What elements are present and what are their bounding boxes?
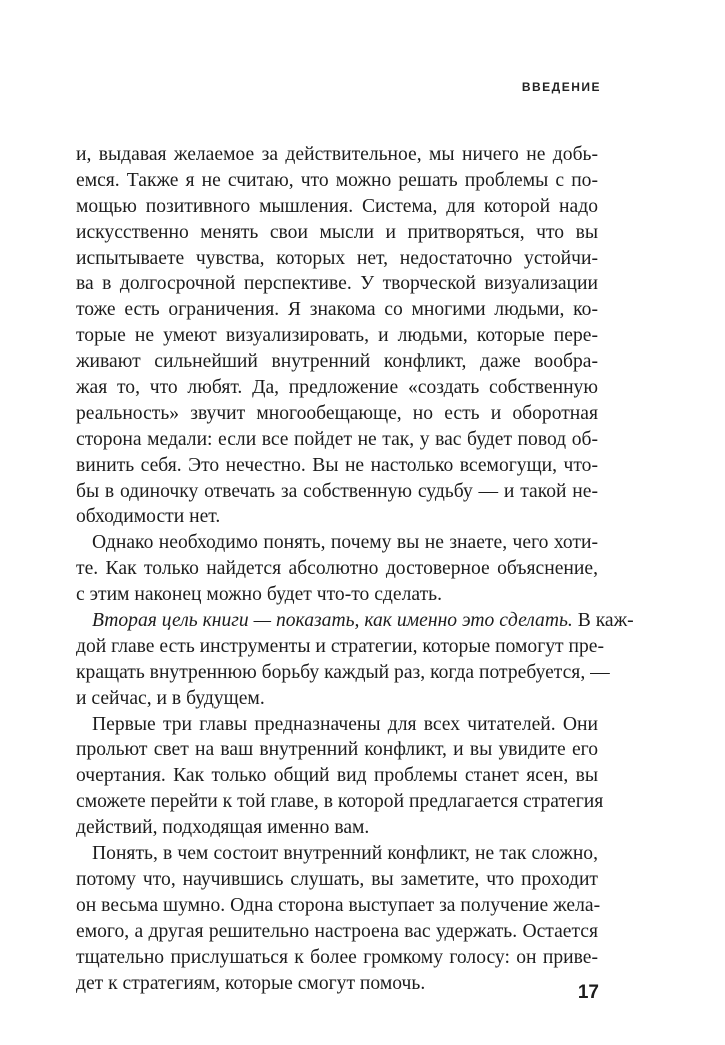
text-line: живают сильнейший внутренний конфликт, даже вообра- [76,351,598,373]
page-number: 17 [577,982,599,1003]
paragraph-1 [76,142,598,530]
text-line: те. Как только найдется абсолютно достоверное объяснение, [76,558,598,580]
text-line: сторона медали: если все пойдет не так, у вас будет повод об- [76,428,598,450]
text-line: действий, подходящая именно вам. [76,817,370,839]
text-line: прольют свет на ваш внутренний конфликт, и вы увидите его [76,739,598,761]
text-line: сможете перейти к той главе, в которой предлагается стратегия [76,791,604,813]
text-fragment: В каж- [572,610,634,632]
text-line: и сейчас, и в будущем. [76,687,265,709]
paragraph-2 [76,530,598,608]
text-line: дой главе есть инструменты и стратегии, которые помогут пре- [76,635,604,657]
body-text [76,142,634,996]
text-line: испытываете чувства, которых нет, недостаточно устойчи- [76,247,598,269]
text-line: Однако необходимо понять, почему вы не знаете, чего хоти- [92,532,598,554]
text-line: кращать внутреннюю борьбу каждый раз, когда потребуется, — [76,661,610,683]
text-line [76,608,634,634]
text-line: потому что, научившись слушать, вы заметите, что проходит [76,868,598,890]
text-line: тщательно прислушаться к более громкому голосу: он приве- [76,946,598,968]
text-line: Понять, в чем состоит внутренний конфликт, не так сложно, [92,843,598,865]
text-line: и, выдавая желаемое за действительное, мы ничего не добь- [76,144,598,165]
running-head: ВВЕДЕНИЕ [521,80,601,94]
text-line: дет к стратегиям, которые смогут помочь. [76,972,426,994]
text-line: тоже есть ограничения. Я знакома со многими людьми, ко- [76,299,598,321]
text-line: искусственно менять свои мысли и притворяться, что вы [76,221,598,243]
italic-emphasis: Вторая цель книги — показать, как именно это сделать. [92,610,573,632]
paragraph-5 [76,841,601,996]
text-line: бы в одиночку отвечать за собственную судьбу — и такой не- [76,480,598,502]
text-line: торые не умеют визуализировать, и людьми, которые пере- [76,325,598,347]
text-line: емого, а другая решительно настроена вас удержать. Остается [76,920,598,942]
text-line: винить себя. Это нечестно. Вы не настолько всемогущи, что- [76,454,598,476]
text-line: жая то, что любят. Да, предложение «создать собственную [76,377,598,399]
paragraph-3 [76,608,634,712]
text-line: реальность» звучит многообещающе, но есть и оборотная [76,402,598,424]
text-line: очертания. Как только общий вид проблемы станет ясен, вы [76,765,598,787]
paragraph-4 [76,712,604,841]
text-line: Первые три главы предназначены для всех читателей. Они [92,713,598,735]
text-line: с этим наконец можно будет что-то сделать. [76,584,442,606]
text-line: мощью позитивного мышления. Система, для которой надо [76,195,598,217]
text-line: емся. Также я не считаю, что можно решать проблемы с по- [76,169,598,191]
text-line: ва в долгосрочной перспективе. У творческой визуализации [76,273,598,295]
text-line: обходимости нет. [76,506,221,528]
text-line: он весьма шумно. Одна сторона выступает за получение жела- [76,894,601,916]
